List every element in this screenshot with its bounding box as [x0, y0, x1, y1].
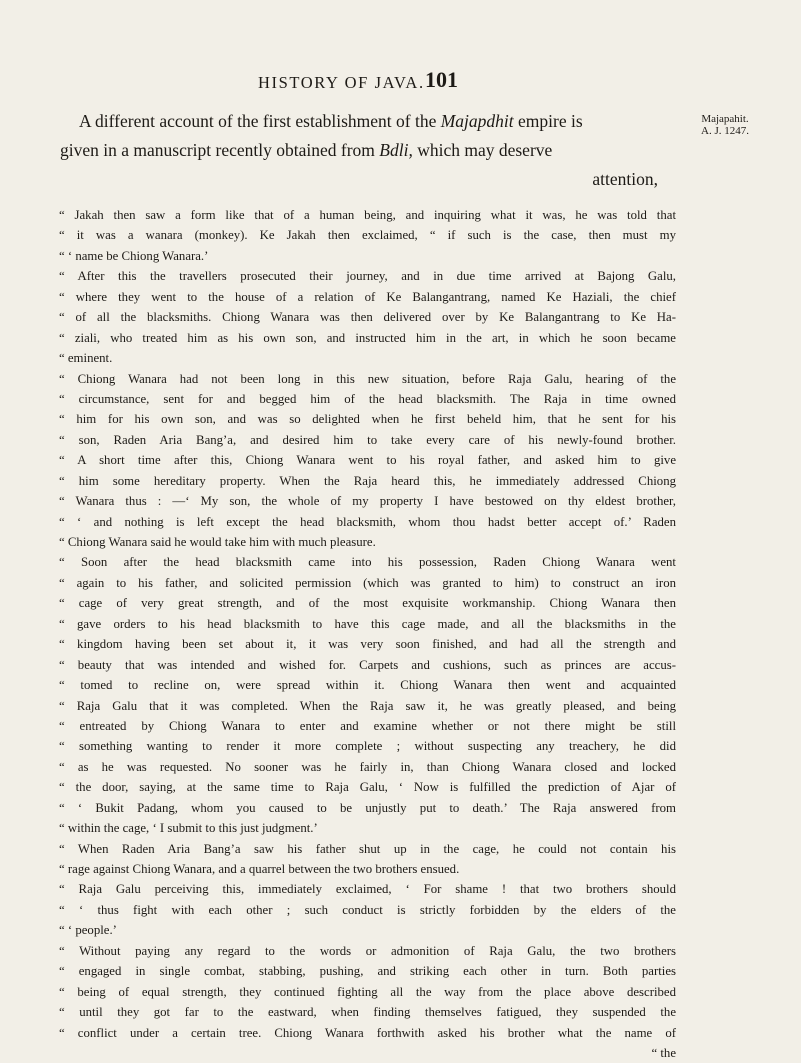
line-text: “ circumstance, sent for and begged him of the head blacksmith. The Raja in time owned [59, 391, 676, 406]
line-text: “ ziali, who treated him as his own son, and instructed him in the art, in which he soon became [59, 330, 676, 345]
line-text: “ cage of very great strength, and of the most exquisite workmanship. Chiong Wanara then [59, 596, 676, 611]
text-line [59, 225, 676, 245]
line-text: “ it was a wanara (monkey). Ke Jakah then exclaimed, “ if such is the case, then must my [59, 228, 676, 243]
line-text: “ gave orders to his head blacksmith to have this cage made, and all the blacksmiths in the [59, 616, 676, 631]
text-line [59, 1043, 676, 1063]
line-text: “ him for his own son, and was so delighted when he first beheld him, that he sent for his [59, 412, 676, 427]
line-text: “ Raja Galu that it was completed. When the Raja saw it, he was greatly pleased, and being [59, 698, 676, 713]
text-line [59, 879, 676, 899]
text-line [59, 573, 676, 593]
text-line [59, 450, 676, 470]
line-text: “ Soon after the head blacksmith came into his possession, Raden Chiong Wanara went [59, 555, 676, 570]
text-line [59, 205, 676, 225]
line-text: “ again to his father, and solicited permission (which was granted to him) to construct an iron [59, 575, 676, 590]
text-line [59, 430, 676, 450]
text-line [59, 512, 676, 532]
line-text: “ Jakah then saw a form like that of a human being, and inquiring what it was, he was told that [59, 208, 676, 222]
quoted-passage [59, 205, 676, 1063]
line-text: “ engaged in single combat, stabbing, pushing, and striking each other in turn. Both parties [59, 964, 676, 979]
line-text: “ beauty that was intended and wished for. Carpets and cushions, such as princes are accus- [59, 657, 676, 672]
running-head [0, 64, 801, 94]
margin-note-date: A. J. 1247. [701, 125, 749, 137]
line-text: “ son, Raden Aria Bang’a, and desired him to take every care of his newly-found brother. [59, 432, 676, 447]
line-text: “ as he was requested. No sooner was he fairly in, than Chiong Wanara closed and locked [59, 759, 676, 774]
intro-text: which may deserve [412, 140, 553, 160]
text-line [59, 818, 676, 838]
line-text: “ ‘ name be Chiong Wanara.’ [59, 248, 209, 263]
line-text: “ ‘ and nothing is left except the head blacksmith, whom thou hadst better accept of.’ Raden [59, 514, 676, 529]
line-text: “ kingdom having been set about it, it was very soon finished, and had all the strength and [59, 637, 676, 652]
text-line [59, 593, 676, 613]
line-text: “ of all the blacksmiths. Chiong Wanara was then delivered over by Ke Balangantrang to Ke Ha- [59, 310, 676, 325]
line-text: “ being of equal strength, they continued fighting all the way from the place above described [59, 984, 676, 999]
text-line [59, 614, 676, 634]
text-line [59, 941, 676, 961]
line-text: “ the [651, 1045, 676, 1060]
text-line [59, 552, 676, 572]
line-text: “ where they went to the house of a relation of Ke Balangantrang, named Ke Haziali, the chief [59, 289, 676, 304]
line-text: “ ‘ people.’ [59, 923, 117, 938]
text-line [59, 839, 676, 859]
text-line [59, 1023, 676, 1043]
text-line [59, 920, 676, 940]
line-text: “ Raja Galu perceiving this, immediately exclaimed, ‘ For shame ! that two brothers should [59, 882, 676, 897]
line-text: “ When Raden Aria Bang’a saw his father shut up in the cage, he could not contain his [59, 841, 676, 856]
text-line [59, 696, 676, 716]
intro-italic-term: Bdli, [379, 140, 413, 160]
text-line [59, 471, 676, 491]
line-text: “ ‘ Bukit Padang, whom you caused to be unjustly put to death.’ The Raja answered from [59, 800, 676, 815]
text-line [59, 1002, 676, 1022]
text-line [59, 859, 676, 879]
line-text: “ entreated by Chiong Wanara to enter and examine whether or not there might be still [59, 718, 676, 733]
text-line [59, 348, 676, 368]
text-line [59, 287, 676, 307]
line-text: “ conflict under a certain tree. Chiong Wanara forthwith asked his brother what the name of [59, 1025, 676, 1040]
text-line [59, 491, 676, 511]
text-line [59, 798, 676, 818]
margin-note-place: Majapahit. [701, 113, 749, 125]
text-line [59, 675, 676, 695]
intro-line: attention, [592, 169, 658, 189]
text-line [59, 777, 676, 797]
text-line [59, 328, 676, 348]
line-text: “ rage against Chiong Wanara, and a quarrel between the two brothers ensued. [59, 862, 460, 876]
line-text: “ After this the travellers prosecuted their journey, and in due time arrived at Bajong Galu, [59, 269, 676, 284]
text-line [59, 389, 676, 409]
text-line [59, 757, 676, 777]
text-line [59, 982, 676, 1002]
intro-text: empire is [513, 111, 583, 131]
text-line [59, 532, 676, 552]
page-number: 101 [425, 67, 458, 92]
text-line [59, 961, 676, 981]
line-text: “ tomed to recline on, were spread within it. Chiong Wanara then went and acquainted [59, 678, 676, 693]
text-line [59, 634, 676, 654]
line-text: “ Wanara thus : —‘ My son, the whole of my property I have bestowed on thy eldest brother, [59, 494, 676, 509]
line-text: “ him some hereditary property. When the Raja heard this, he immediately addressed Chiong [59, 473, 676, 488]
running-title: HISTORY OF JAVA. [258, 73, 425, 92]
line-text: “ until they got far to the eastward, when finding themselves fatigued, they suspended the [59, 1005, 676, 1020]
line-text: “ Without paying any regard to the words or admonition of Raja Galu, the two brothers [59, 943, 676, 958]
intro-line [79, 111, 694, 132]
text-line [59, 369, 676, 389]
line-text: “ Chiong Wanara said he would take him with much pleasure. [59, 535, 376, 549]
line-text: “ ‘ thus fight with each other ; such conduct is strictly forbidden by the elders of the [59, 902, 676, 917]
line-text: “ within the cage, ‘ I submit to this just judgment.’ [59, 821, 318, 836]
line-text: “ the door, saying, at the same time to Raja Galu, ‘ Now is fulfilled the prediction of Ajar of [59, 780, 676, 795]
text-line [59, 409, 676, 429]
text-line [59, 246, 676, 266]
text-line [59, 266, 676, 286]
intro-text: A different account of the first establishment of the [79, 111, 441, 131]
text-line [59, 655, 676, 675]
intro-line [60, 140, 675, 161]
margin-note [690, 113, 760, 137]
text-line [59, 716, 676, 736]
text-line [59, 736, 676, 756]
text-line [59, 307, 676, 327]
intro-text: given in a manuscript recently obtained from [60, 140, 380, 160]
intro-italic-term: Majapdhit [440, 111, 514, 131]
line-text: “ something wanting to render it more complete ; without suspecting any treachery, he did [59, 739, 676, 754]
text-line [59, 900, 676, 920]
line-text: “ eminent. [59, 351, 113, 366]
line-text: “ Chiong Wanara had not been long in this new situation, before Raja Galu, hearing of the [59, 371, 676, 386]
line-text: “ A short time after this, Chiong Wanara went to his royal father, and asked him to give [59, 453, 676, 468]
